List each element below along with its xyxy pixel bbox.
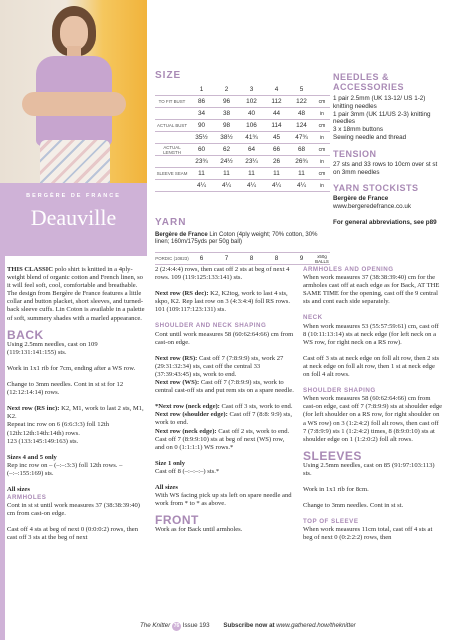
- front-heading: FRONT: [155, 513, 199, 528]
- instruction: Next row (RS): Cast off 7 (7:8:9:9) sts, work 27 (29:31:32:34) sts, cast off the central 33 (37:39:43:45) sts, work to end. Next row (WS): Cast off 7 (7:8:9:9) sts, work to central cast-off sts and put rem sts on a spare needle.: [155, 354, 294, 395]
- instruction: All sizes ARMHOLES Cont in st st until work measures 37 (38:38:39:40) cm from cast-on edge.: [7, 485, 140, 518]
- instruction: When work measures 11cm total, cast off 4 sts at beg of next 0 (0:2:2:2) rows, then: [303, 526, 433, 542]
- instruction: When work measures 58 (60:62:64:66) cm from cast-on edge, cast off 7 (7:8:9:9) sts at shoulder edge (for left shoulder on a RS row, for right shoulder on a WS row) on 3 (1:2:4:2) foll alt rows, then cast off 7 (7:8:9:9) sts 1 (1:2:4:2) times, 8 (8:9:0:10) sts at shoulder edge on 1 (1:2:0:2) foll alt rows.: [303, 395, 443, 443]
- size-row: 4¼ 4¼ 4¼ 4¼ 4¼ in: [155, 180, 330, 192]
- size-col: 3: [239, 84, 264, 96]
- pattern-column-3: [303, 266, 443, 551]
- pattern-column-2: [155, 266, 295, 542]
- instruction: When work measures 53 (55:57:59:61) cm, cast off 8 (10:11:13:14) sts at neck edge (for left neck on a WS row, for right neck on a RS row).: [303, 322, 439, 346]
- instruction: Work as for Back until armholes.: [155, 526, 243, 534]
- page-number: 76: [173, 623, 180, 629]
- size-row: 34 38 40 44 48 in: [155, 108, 330, 120]
- size-row: 35½ 38½ 41¾ 45 47¾ in: [155, 132, 330, 144]
- size-row: TO FIT BUST 86 96 102 112 122 cm: [155, 96, 330, 108]
- subscribe-lead: Subscribe now at: [223, 622, 275, 629]
- sleeves-heading: SLEEVES: [303, 448, 362, 463]
- pattern-title: Deauville: [30, 205, 117, 230]
- instruction: Work in 1x1 rib for 7cm, ending after a WS row.: [7, 364, 136, 372]
- instruction: Using 2.5mm needles, cast on 109 (119:131:141:155) sts.: [7, 340, 98, 356]
- size-row: 23¾ 24½ 23¼ 26 26¾ in: [155, 156, 330, 168]
- yarn-row: PORDIC (10823) 6 7 8 8 9 x50g BALLS: [155, 253, 329, 264]
- instruction: Change to 3mm needles. Cont in st st.: [303, 502, 404, 510]
- instruction: Cont until work measures 58 (60:62:64:66) cm from cast-on edge.: [155, 330, 294, 346]
- size-col: 5: [289, 84, 314, 96]
- page-footer: [140, 622, 450, 631]
- instruction: Next row (RS dec): K2, K2tog, work to last 4 sts, skpo, K2. Rep last row on 3 (4:3:4:4) foll RS rows. 101 (109:117:123:131) sts.: [155, 290, 290, 314]
- tension-text: 27 sts and 33 rows to 10cm over st st on 3mm needles: [333, 160, 438, 176]
- brand-label: BERGÈRE DE FRANCE: [26, 193, 121, 199]
- stockists-heading: YARN STOCKISTS: [333, 183, 419, 194]
- instruction: *Next row (neck edge): Cast off 3 sts, work to end. Next row (shoulder edge): Cast off 7 (8:8: 9:9) sts, work to end. Next row (neck edge): Cast off 2 sts, work to end. Cast off 7 (8:9:9:10) sts at beg of next (WS) row, and on 0 (1:1:1:1) WS rows.*: [155, 403, 293, 451]
- yarn-description: Bergère de France Lin Coton (4ply weight; 70% cotton, 30% linen; 160m/175yds per 50g ball): [155, 232, 318, 246]
- shoulder-neck-heading: SHOULDER AND NECK SHAPING: [155, 322, 267, 330]
- issue-number: Issue 193: [182, 622, 210, 629]
- size-columns-row: [155, 84, 330, 96]
- yarn-table: [155, 252, 330, 265]
- subscribe-url[interactable]: www.gathered.how/theknitter: [274, 622, 356, 629]
- size-row: ACTUAL BUST 90 98 106 114 124 cm: [155, 120, 330, 132]
- back-heading: BACK: [7, 327, 44, 342]
- instruction: When work measures 37 (38:38:39:40) cm for the armholes cast off at each edge as for Back, AT THE SAME TIME for the opening, cast off the 9 central sts and cont each side separately.: [303, 274, 440, 306]
- neck-heading: NECK: [303, 314, 323, 322]
- instruction: 2 (2:4:4:4) rows, then cast off 2 sts at beg of next 4 rows. 109 (119:125:133:141) sts.: [155, 266, 290, 282]
- size-row: ACTUAL LENGTH 60 62 64 66 68 cm: [155, 144, 330, 156]
- instruction: Next row (RS inc): K2, M1, work to last 2 sts, M1, K2. Repeat inc row on 6 (6:6:3:3) foll 12th (12th:12th:14th:14th) rows. 123 (133:145:149:163) sts.: [7, 405, 144, 445]
- abbreviations-note: For general abbreviations, see p89: [333, 218, 437, 226]
- instruction: Change to 3mm needles. Cont in st st for 12 (12:12:14:14) rows.: [7, 381, 124, 397]
- size-heading: SIZE: [155, 70, 182, 81]
- magazine-name: The Knitter: [140, 622, 171, 629]
- info-column: [333, 72, 445, 227]
- stockist-url[interactable]: www.bergeredefrance.co.uk: [333, 203, 412, 211]
- pattern-column-1: [7, 266, 147, 551]
- instruction: Work in 1x1 rib for 8cm.: [303, 486, 369, 494]
- armholes-opening-heading: ARMHOLES AND OPENING: [303, 266, 394, 273]
- instruction: Cast off 4 sts at beg of next 0 (0:0:0:2) rows, then cast off 3 sts at the beg of next: [7, 526, 139, 542]
- stockist-name: Bergère de France: [333, 195, 389, 203]
- instruction: Using 2.5mm needles, cast on 85 (91:97:103:113) sts.: [303, 461, 435, 477]
- yarn-heading: YARN: [155, 217, 187, 228]
- size-col: 2: [214, 84, 239, 96]
- shoulder-shaping-heading: SHOULDER SHAPING: [303, 387, 376, 395]
- intro-paragraph: THIS CLASSIC polo shirt is knitted in a 4ply-weight blend of organic cotton and French linen, so it will feel soft, cool, comfortable and breathable. The design from Bergère de France features a little collar and button placket, short sleeves, and turned-back sleeve cuffs. Lin Coton is available in a palette of soft, summery shades with a marled appearance.: [7, 266, 145, 322]
- needles-heading: NEEDLES & ACCESSORIES: [333, 72, 405, 92]
- size-col: 1: [189, 84, 214, 96]
- size-row: SLEEVE SEAM 11 11 11 11 11 cm: [155, 168, 330, 180]
- instruction: Sizes 4 and 5 only Rep inc row on – (–:–:3:3) foll 12th rows. – (–:–:155:169) sts.: [7, 453, 123, 477]
- instruction: Cast off 3 sts at neck edge on foll alt row, then 2 sts at neck edge on foll alt row, then 1 st at neck edge on foll 4 alt rows.: [303, 354, 440, 379]
- instruction: Size 1 only Cast off 8 (–:–:–:–) sts.*: [155, 459, 220, 475]
- top-of-sleeve-heading: TOP OF SLEEVE: [303, 518, 359, 526]
- size-col: 4: [264, 84, 289, 96]
- needles-list: 1 pair 2.5mm (UK 13-12/ US 1-2) knitting needles 1 pair 3mm (UK 11/US 2-3) knitting needles 3 x 18mm buttons Sewing needle and thread: [333, 95, 431, 141]
- tension-heading: TENSION: [333, 148, 377, 159]
- instruction: All sizes With WS facing pick up sts left on spare needle and work from * to * as above.: [155, 483, 292, 508]
- size-table: [155, 84, 330, 192]
